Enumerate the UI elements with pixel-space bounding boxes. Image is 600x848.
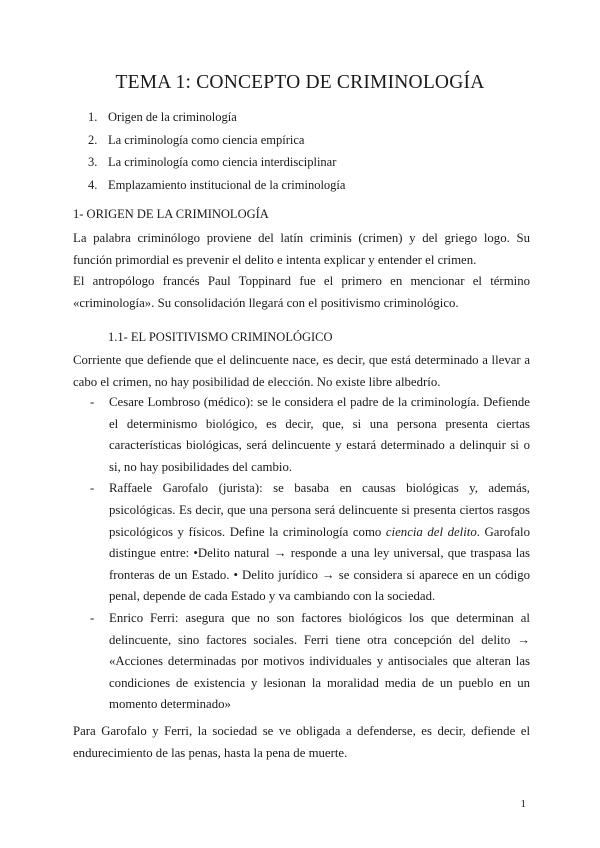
paragraph: Para Garofalo y Ferri, la sociedad se ve obligada a defenderse, es decir, defiende el endurecimiento de las penas, hasta la pena de muerte. xyxy=(73,724,530,760)
closing-block xyxy=(73,721,530,764)
subsection-heading: 1.1- EL POSITIVISMO CRIMINOLÓGICO xyxy=(108,330,333,344)
italic-term: ciencia del delito xyxy=(385,524,477,539)
table-of-contents xyxy=(88,106,345,196)
list-item: - Cesare Lombroso (médico): se le considera el padre de la criminología. Defiende el determinismo biológico, es decir, que, si una persona presenta ciertas características biológicas, será delincuente y estará determinado a delinquir si o si, no hay posibilidades del cambio. xyxy=(90,395,530,474)
toc-item: 2. La criminología como ciencia empírica xyxy=(88,132,305,147)
document-title: TEMA 1: CONCEPTO DE CRIMINOLOGÍA xyxy=(115,72,485,93)
toc-item: 3. La criminología como ciencia interdisciplinar xyxy=(88,155,337,169)
paragraph: La palabra criminólogo proviene del latín criminis (crimen) y del griego logo. Su función primordial es prevenir el delito e intenta explicar y entender el crimen. xyxy=(73,231,530,267)
author-list xyxy=(90,392,530,716)
paragraph: Corriente que defiende que el delincuente nace, es decir, que está determinado a llevar a cabo el crimen, no hay posibilidad de elección. No existe libre albedrío. xyxy=(73,353,530,389)
section-heading: 1- ORIGEN DE LA CRIMINOLOGÍA xyxy=(73,207,269,221)
toc-item: 1. Origen de la criminología xyxy=(88,110,237,124)
list-item: - Raffaele Garofalo (jurista): se basaba en causas biológicas y, además, psicológicas. Es decir, que una persona será delincuente si presenta ciertos rasgos psicológicos y físicos. Define la criminología como ciencia del delito. Garofalo distingue entre: •Delito natural → responde a una ley universal, que traspasa las fronteras de un Estado. • Delito jurídico → se considera si aparece en un código penal, depende de cada Estado y va cambiando con la sociedad. xyxy=(90,481,530,604)
page-number: 1 xyxy=(520,798,526,810)
subsection-intro xyxy=(73,350,530,393)
toc-item: 4. Emplazamiento institucional de la criminología xyxy=(88,177,346,192)
paragraph: El antropólogo francés Paul Toppinard fue el primero en mencionar el término «criminología». Su consolidación llegará con el positivismo criminológico. xyxy=(73,274,530,310)
list-item: - Enrico Ferri: asegura que no son factores biológicos los que determinan al delincuente, sino factores sociales. Ferri tiene otra concepción del delito → «Acciones determinadas por motivos individuales y antisociales que alteran las condiciones de existencia y lesionan la moralidad media de un pueblo en un momento determinado» xyxy=(90,610,530,712)
section-body xyxy=(73,228,530,314)
